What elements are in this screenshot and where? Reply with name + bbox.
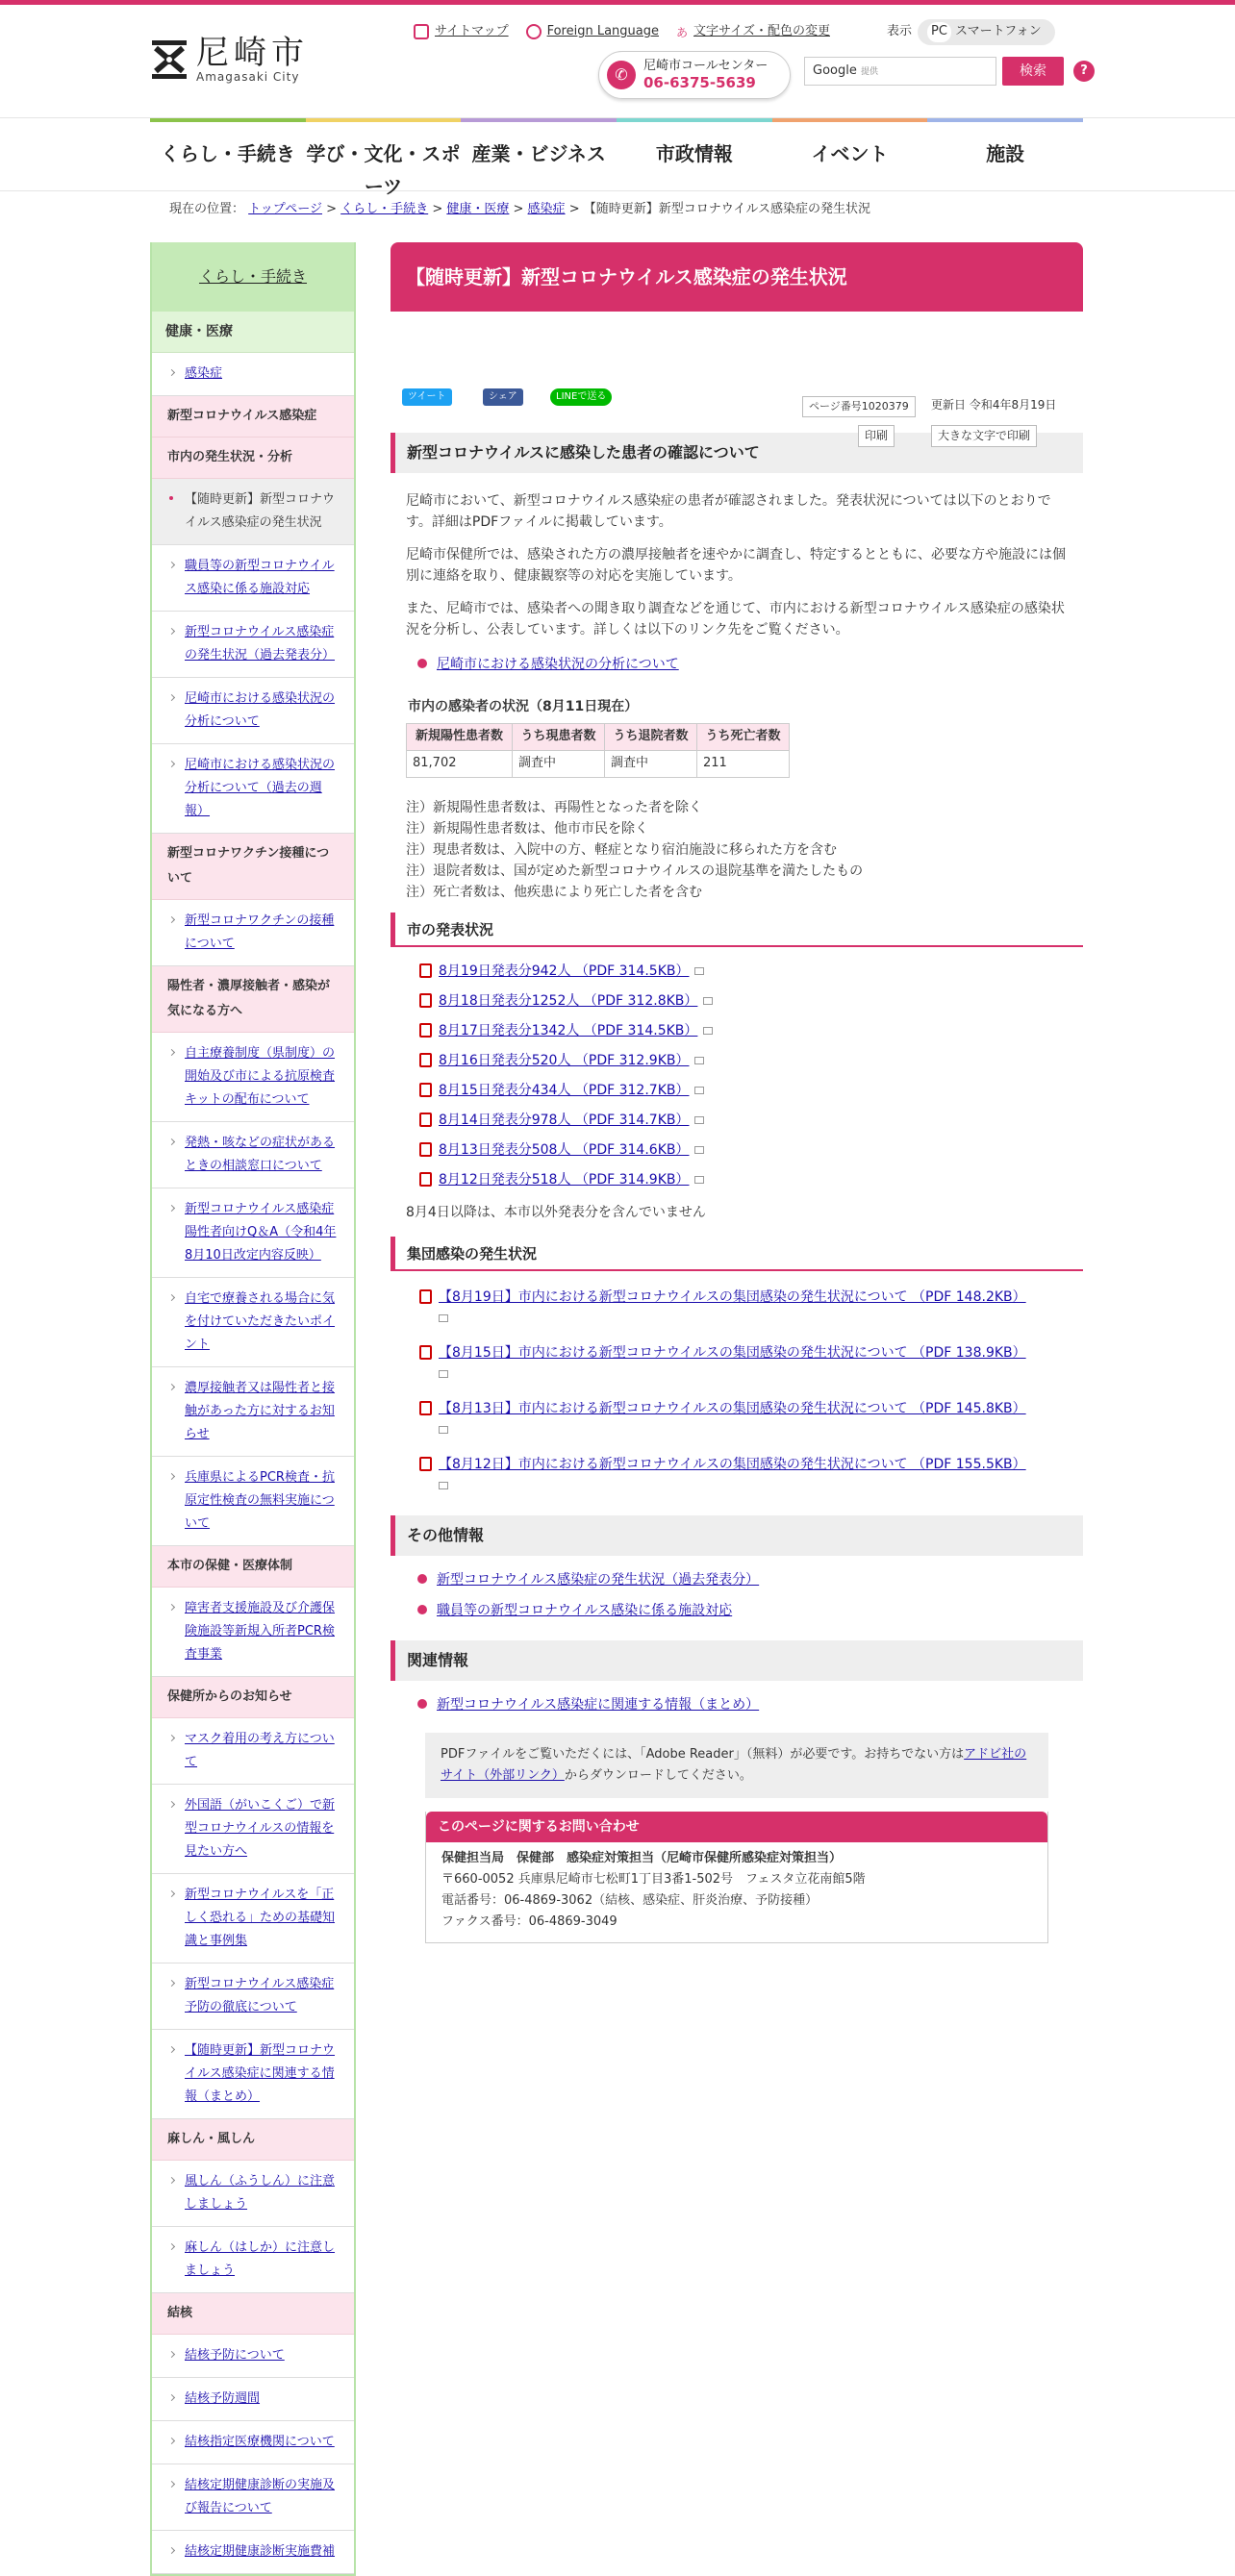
external-window-icon: [703, 1027, 713, 1035]
sidebar-item[interactable]: [152, 612, 354, 678]
pdf-icon: [419, 1053, 432, 1067]
sidebar-item-link[interactable]: 兵庫県によるPCR検査・抗原定性検査の無料実施について: [185, 1470, 335, 1532]
city-emblem-icon: [150, 37, 189, 83]
note-line: 注）新規陽性患者数は、再陽性となった者を除く: [406, 799, 702, 815]
sidebar-item[interactable]: [152, 1457, 354, 1546]
main-content: [391, 242, 1083, 1943]
external-window-icon: [694, 967, 704, 975]
sidebar-item[interactable]: [152, 1963, 354, 2030]
logo-subtitle: Amagasaki City: [196, 70, 300, 84]
city-pdf-link[interactable]: 8月13日発表分508人 （PDF 314.6KB）: [439, 1141, 690, 1158]
intro-paragraph-1: 尼崎市において、新型コロナウイルス感染症の患者が確認されました。発表状況については以下のとおりです。詳細はPDFファイルに掲載しています。: [406, 493, 1051, 530]
global-nav: [0, 118, 1235, 198]
sidebar-item-link[interactable]: 職員等の新型コロナウイルス感染に係る施設対応: [185, 559, 335, 597]
pdf-icon: [419, 963, 432, 978]
external-window-icon: [439, 1314, 448, 1322]
notes-list: [391, 797, 1083, 903]
call-center-number: 06-6375-5639: [643, 74, 756, 91]
call-center-title: 尼崎市コールセンター: [643, 59, 769, 73]
pdf-icon: [419, 1345, 432, 1360]
note-line: 注）新規陽性患者数は、他市市民を除く: [406, 820, 648, 837]
sidebar-item-link[interactable]: 結核定期健康診断実施費補: [185, 2544, 336, 2560]
site-search: [804, 57, 1095, 86]
foreign-language-link[interactable]: Foreign Language: [526, 22, 659, 42]
patients-table: 新規陽性患者数 うち現患者数 うち退院者数 うち死亡者数 81,702 調査中 調査中 211: [406, 723, 790, 778]
breadcrumb-health[interactable]: 健康・医療: [446, 202, 510, 216]
sidebar-item[interactable]: [152, 2335, 354, 2378]
breadcrumb: 現在の位置： トップページ > くらし・手続き > 健康・医療 > 感染症 > 【随時更新】新型コロナウイルス感染症の発生状況: [169, 202, 870, 216]
city-pdf-item[interactable]: [391, 1110, 1083, 1131]
pdf-icon: [419, 1113, 432, 1127]
contact-address: 〒660-0052 兵庫県尼崎市七松町1丁目3番1-502号 フェスタ立花南館5階: [441, 1871, 866, 1887]
gnav-item-4[interactable]: イベント: [772, 118, 928, 189]
sidebar-title[interactable]: くらし・手続き: [152, 242, 354, 312]
external-window-icon: [694, 1176, 704, 1184]
cluster-pdf-link[interactable]: 【8月19日】市内における新型コロナウイルスの集団感染の発生状況について （PDF 148.2KB）: [439, 1288, 1026, 1305]
city-pdf-link[interactable]: 8月12日発表分518人 （PDF 314.9KB）: [439, 1171, 690, 1188]
display-pc-option[interactable]: PC: [927, 22, 951, 42]
sidebar-item-link[interactable]: 風しん（ふうしん）に注意しましょう: [185, 2174, 336, 2213]
sidebar-section-health[interactable]: 健康・医療: [152, 312, 354, 353]
sidebar-item[interactable]: [152, 2464, 354, 2531]
contact-fax: ファクス番号：06-4869-3049: [441, 1913, 618, 1929]
heading-other: その他情報: [391, 1515, 1083, 1556]
city-pdf-link[interactable]: 8月14日発表分978人 （PDF 314.7KB）: [439, 1112, 690, 1128]
city-pdf-link[interactable]: 8月19日発表分942人 （PDF 314.5KB）: [439, 963, 690, 979]
other-link-past[interactable]: 新型コロナウイルス感染症の発生状況（過去発表分）: [391, 1569, 1083, 1590]
sidebar-item[interactable]: [152, 1278, 354, 1367]
sidebar-item[interactable]: [152, 1588, 354, 1677]
sidebar-item[interactable]: [152, 744, 354, 834]
sidebar-item-link[interactable]: 新型コロナウイルス感染症の発生状況（過去発表分）: [185, 625, 336, 663]
sidebar-item-link[interactable]: 結核指定医療機関について: [185, 2435, 335, 2450]
display-smartphone-option[interactable]: スマートフォン: [954, 24, 1042, 38]
sidebar-item-link[interactable]: 自宅で療養される場合に気を付けていただきたいポイント: [185, 1291, 336, 1353]
display-label: 表示: [887, 24, 913, 38]
globe-icon: [526, 24, 542, 39]
pdf-icon: [419, 1457, 432, 1471]
gnav-item-1[interactable]: 学び・文化・スポーツ: [306, 118, 462, 189]
sidebar: [150, 242, 356, 2576]
site-header: [0, 5, 1235, 118]
heading-related: 関連情報: [391, 1640, 1083, 1681]
pdf-icon: [419, 1083, 432, 1097]
city-pdf-item[interactable]: [391, 990, 1083, 1012]
pdf-icon: [419, 1401, 432, 1415]
external-window-icon: [694, 1057, 704, 1064]
sitemap-icon: [414, 24, 429, 39]
adobe-link[interactable]: アドビ社のサイト（外部リンク）: [441, 1746, 1027, 1783]
pdf-icon: [419, 1142, 432, 1157]
contact-box: [425, 1812, 1048, 1943]
sidebar-item[interactable]: [152, 1874, 354, 1963]
city-pdf-link[interactable]: 8月17日発表分1342人 （PDF 314.5KB）: [439, 1022, 698, 1038]
sidebar-item-link[interactable]: 濃厚接触者又は陽性者と接触があった方に対するお知らせ: [185, 1381, 336, 1442]
pdf-icon: [419, 993, 432, 1008]
updated-date: 更新日 令和4年8月19日: [931, 398, 1057, 412]
sidebar-item-infectious[interactable]: 感染症: [152, 353, 354, 396]
intro-paragraph-3: また、尼崎市では、感染者への聞き取り調査などを通じて、市内における新型コロナウイルス感染症の感染状況を分析し、公表しています。詳しくは以下のリンク先をご覧ください。: [406, 601, 1065, 638]
city-pdf-link[interactable]: 8月15日発表分434人 （PDF 312.7KB）: [439, 1082, 690, 1098]
print-button[interactable]: 印刷: [858, 425, 895, 447]
sidebar-item-link[interactable]: 尼崎市における感染状況の分析について（過去の週報）: [185, 758, 336, 819]
sidebar-item[interactable]: [152, 2421, 354, 2464]
page-title: 【随時更新】新型コロナウイルス感染症の発生状況: [391, 242, 1083, 312]
help-icon[interactable]: ?: [1073, 61, 1095, 82]
note-line: 注）現患者数は、入院中の方、軽症となり宿泊施設に移られた方を含む: [406, 841, 837, 858]
sidebar-item[interactable]: [152, 2378, 354, 2421]
breadcrumb-top[interactable]: トップページ: [248, 202, 322, 216]
city-pdf-item[interactable]: [391, 1080, 1083, 1101]
sidebar-item-link[interactable]: 尼崎市における感染状況の分析について: [185, 691, 336, 730]
cluster-pdf-item[interactable]: [391, 1398, 1083, 1440]
sidebar-item[interactable]: [152, 1367, 354, 1457]
pdf-icon: [419, 1172, 432, 1187]
contact-tel: 電話番号：06-4869-3062（結核、感染症、肝炎治療、予防接種）: [441, 1892, 819, 1908]
external-window-icon: [694, 1087, 704, 1094]
adobe-notice: PDFファイルをご覧いただくには、「Adobe Reader」（無料）が必要です。お持ちでない方はアドビ社のサイト（外部リンク）からダウンロードしてください。: [425, 1733, 1048, 1798]
line-share-button[interactable]: LINEで送る: [550, 388, 612, 406]
utility-links: [414, 22, 847, 42]
gnav-item-3[interactable]: 市政情報: [617, 118, 772, 189]
sidebar-item-link[interactable]: 結核予防週間: [185, 2391, 261, 2407]
page-number: ページ番号1020379: [802, 396, 916, 417]
city-pdf-item[interactable]: [391, 1050, 1083, 1071]
sidebar-item-link[interactable]: マスク着用の考え方について: [185, 1732, 335, 1770]
sidebar-category: 新型コロナウイルス感染症: [152, 396, 354, 438]
cluster-pdf-link[interactable]: 【8月13日】市内における新型コロナウイルスの集団感染の発生状況について （PDF 145.8KB）: [439, 1400, 1026, 1416]
cluster-pdf-item[interactable]: [391, 1287, 1083, 1329]
external-window-icon: [694, 1146, 704, 1154]
sidebar-item[interactable]: [152, 900, 354, 966]
other-link-staff[interactable]: 職員等の新型コロナウイルス感染に係る施設対応: [391, 1600, 1083, 1621]
sidebar-item-link[interactable]: 新型コロナウイルスを「正しく恐れる」ための基礎知識と事例集: [185, 1888, 336, 1949]
search-input[interactable]: Google 提供: [804, 57, 996, 86]
sidebar-item-link[interactable]: 新型コロナウイルス感染症予防の徹底について: [185, 1977, 335, 2015]
sidebar-item[interactable]: [152, 1033, 354, 1122]
font-size-color-link[interactable]: あ 文字サイズ・配色の変更: [676, 24, 830, 40]
city-pdf-link[interactable]: 8月18日発表分1252人 （PDF 312.8KB）: [439, 992, 698, 1009]
city-note: 8月4日以降は、本市以外発表分を含んでいません: [406, 1204, 706, 1220]
city-pdf-link[interactable]: 8月16日発表分520人 （PDF 312.9KB）: [439, 1052, 690, 1068]
intro-paragraph-2: 尼崎市保健所では、感染された方の濃厚接触者を速やかに調査し、特定するとともに、必要な方や施設には個別に連絡を取り、健康観察等の対応を実施しています。: [406, 547, 1066, 584]
cluster-pdf-item[interactable]: [391, 1342, 1083, 1385]
sidebar-item-link[interactable]: 発熱・咳などの症状があるときの相談窓口について: [185, 1136, 336, 1174]
sidebar-item-link[interactable]: 結核予防について: [185, 2348, 285, 2363]
sidebar-item[interactable]: [152, 2161, 354, 2227]
external-window-icon: [703, 997, 713, 1005]
display-switcher: [887, 19, 1055, 45]
table-caption: 市内の感染者の状況（8月11日現在）: [408, 699, 639, 714]
sidebar-category: 陽性者・濃厚接触者・感染が気になる方へ: [152, 966, 354, 1033]
sidebar-item-link[interactable]: 障害者支援施設及び介護保険施設等新規入所者PCR検査事業: [185, 1601, 336, 1663]
sidebar-item-link[interactable]: 麻しん（はしか）に注意しましょう: [185, 2240, 336, 2279]
sitemap-link[interactable]: サイトマップ: [414, 22, 509, 42]
sidebar-item[interactable]: [152, 2227, 354, 2293]
cluster-pdf-link[interactable]: 【8月15日】市内における新型コロナウイルスの集団感染の発生状況について （PDF 138.9KB）: [439, 1344, 1026, 1361]
sidebar-category: 本市の保健・医療体制: [152, 1546, 354, 1588]
sidebar-item-link[interactable]: 新型コロナワクチンの接種について: [185, 913, 335, 952]
external-window-icon: [439, 1426, 448, 1434]
city-pdf-item[interactable]: [391, 1169, 1083, 1190]
city-pdf-item[interactable]: [391, 1139, 1083, 1161]
cluster-pdf-item[interactable]: [391, 1454, 1083, 1496]
sidebar-item-link[interactable]: 外国語（がいこくご）で新型コロナウイルスの情報を見たい方へ: [185, 1798, 336, 1860]
city-pdf-item[interactable]: [391, 961, 1083, 982]
heading-city: 市の発表状況: [391, 913, 1083, 947]
analysis-link[interactable]: 尼崎市における感染状況の分析について: [391, 654, 1083, 675]
sidebar-item-link[interactable]: 自主療養制度（県制度）の開始及び市による抗原検査キットの配布について: [185, 1046, 336, 1108]
font-size-icon: あ: [676, 26, 689, 40]
gnav-item-0[interactable]: くらし・手続き: [150, 118, 306, 189]
external-window-icon: [439, 1482, 448, 1489]
tweet-button[interactable]: ツイート: [402, 388, 452, 406]
note-line: 注）死亡者数は、他疾患により死亡した者を含む: [406, 884, 702, 900]
sidebar-category: 市内の発生状況・分析: [152, 438, 354, 479]
contact-dept: 保健担当局 保健部 感染症対策担当（尼崎市保健所感染症対策担当）: [441, 1850, 843, 1865]
related-link[interactable]: 新型コロナウイルス感染症に関連する情報（まとめ）: [391, 1694, 1083, 1715]
gnav-item-2[interactable]: 産業・ビジネス: [461, 118, 617, 189]
heading-cluster: 集団感染の発生状況: [391, 1237, 1083, 1271]
facebook-share-button[interactable]: シェア: [483, 388, 523, 406]
sidebar-item[interactable]: [152, 2030, 354, 2119]
pdf-icon: [419, 1289, 432, 1304]
sidebar-item[interactable]: [152, 1122, 354, 1188]
search-button[interactable]: 検索: [1002, 57, 1064, 86]
external-window-icon: [439, 1370, 448, 1378]
sidebar-category: 結核: [152, 2293, 354, 2335]
sidebar-category: 新型コロナワクチン接種について: [152, 834, 354, 900]
print-large-button[interactable]: 大きな文字で印刷: [931, 425, 1037, 447]
gnav-item-5[interactable]: 施設: [927, 118, 1083, 189]
sidebar-item-link[interactable]: 結核定期健康診断の実施及び報告について: [185, 2478, 336, 2516]
note-line: 注）退院者数は、国が定めた新型コロナウイルスの退院基準を満たしたもの: [406, 863, 864, 879]
logo-name: 尼崎市: [196, 34, 309, 72]
external-window-icon: [694, 1116, 704, 1124]
sidebar-item[interactable]: [152, 1188, 354, 1278]
sidebar-item[interactable]: [152, 545, 354, 612]
phone-icon: ✆: [607, 61, 636, 89]
pdf-icon: [419, 1023, 432, 1038]
sidebar-item[interactable]: [152, 1785, 354, 1874]
site-logo[interactable]: [150, 36, 309, 84]
sidebar-item[interactable]: [152, 678, 354, 744]
contact-title: このページに関するお問い合わせ: [426, 1812, 1047, 1842]
heading-confirm: 新型コロナウイルスに感染した患者の確認について: [391, 433, 1083, 473]
breadcrumb-current: 【随時更新】新型コロナウイルス感染症の発生状況: [583, 202, 870, 216]
sidebar-item-link[interactable]: 【随時更新】新型コロナウイルス感染症に関連する情報（まとめ）: [185, 2043, 336, 2105]
call-center-button[interactable]: [598, 51, 791, 99]
sidebar-item-link[interactable]: 新型コロナウイルス感染症陽性者向けQ＆A（令和4年8月10日改定内容反映）: [185, 1202, 337, 1263]
sidebar-category: 麻しん・風しん: [152, 2119, 354, 2161]
sidebar-item[interactable]: [152, 2531, 354, 2574]
sidebar-category: 保健所からのお知らせ: [152, 1677, 354, 1718]
city-pdf-item[interactable]: [391, 1020, 1083, 1041]
cluster-pdf-link[interactable]: 【8月12日】市内における新型コロナウイルスの集団感染の発生状況について （PDF 155.5KB）: [439, 1456, 1026, 1472]
breadcrumb-living[interactable]: くらし・手続き: [340, 202, 429, 216]
breadcrumb-infectious[interactable]: 感染症: [527, 202, 566, 216]
sidebar-item-current: 【随時更新】新型コロナウイルス感染症の発生状況: [152, 479, 354, 545]
sidebar-item[interactable]: [152, 1718, 354, 1785]
